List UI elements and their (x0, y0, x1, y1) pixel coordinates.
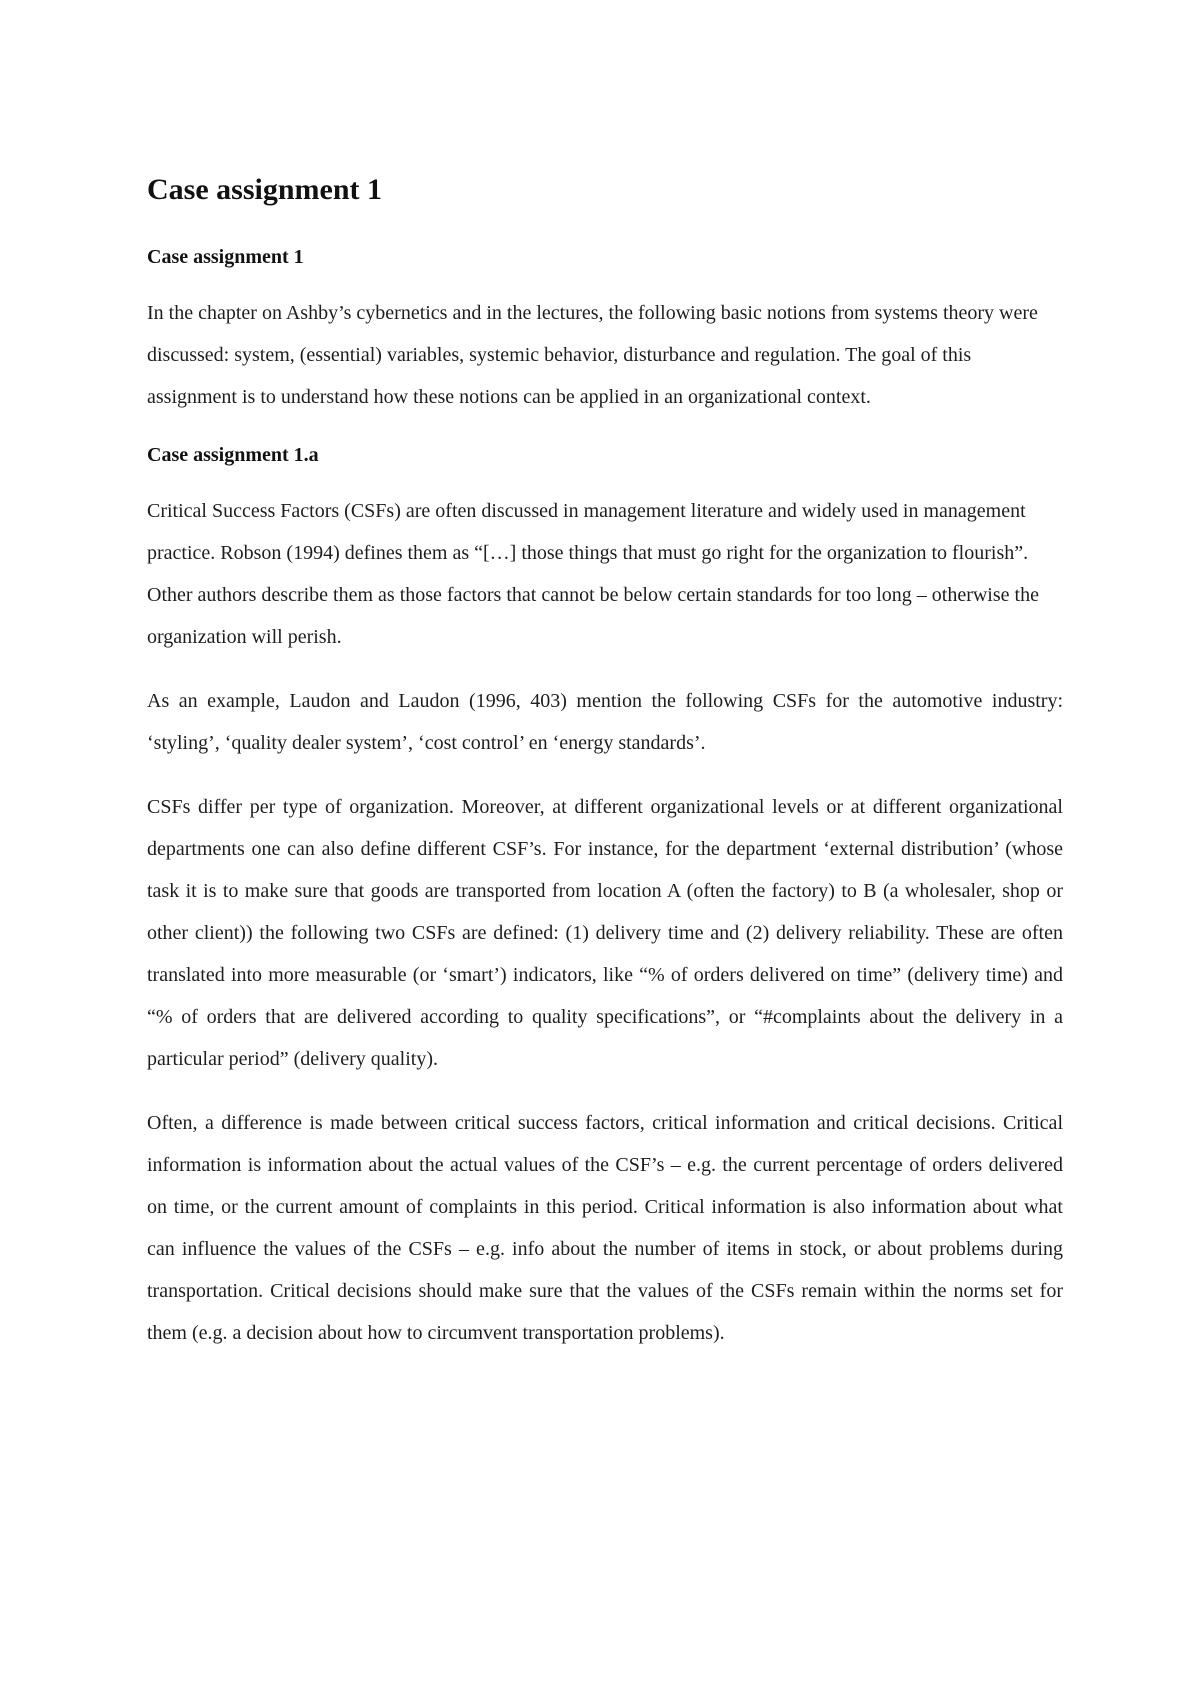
intro-paragraph: In the chapter on Ashby’s cybernetics and in the lectures, the following basic notions from systems theory were discussed: system, (essential) variables, systemic behavior, disturbance and regulation. The goal of this assignment is to understand how these notions can be applied in an organizational context. (147, 302, 1038, 408)
csf-organization-paragraph: CSFs differ per type of organization. Moreover, at different organizational levels or at different organizational departments one can also define different CSF’s. For instance, for the department ‘external distribution’ (whose task it is to make sure that goods are transported from location A (often the factory) to B (a wholesaler, shop or other client)) the following two CSFs are defined: (1) delivery time and (2) delivery reliability. These are often translated into more measurable (or ‘smart’) indicators, like “% of orders delivered on time” (delivery time) and “% of orders that are delivered according to quality specifications”, or “#complaints about the delivery in a particular period” (delivery quality). (147, 796, 1063, 1070)
document-body (147, 168, 1063, 1354)
critical-information-paragraph: Often, a difference is made between critical success factors, critical information and critical decisions. Critical information is information about the actual values of the CSF’s – e.g. the current percentage of orders delivered on time, or the current amount of complaints in this period. Critical information is also information about what can influence the values of the CSFs – e.g. info about the number of items in stock, or about problems during transportation. Critical decisions should make sure that the values of the CSFs remain within the norms set for them (e.g. a decision about how to circumvent transportation problems). (147, 1112, 1063, 1344)
section-heading-intro: Case assignment 1 (147, 246, 304, 268)
document-title: Case assignment 1 (147, 173, 383, 206)
section-heading-1a: Case assignment 1.a (147, 444, 319, 466)
csf-definition-paragraph: Critical Success Factors (CSFs) are often discussed in management literature and widely used in management practice. Robson (1994) defines them as “[…] those things that must go right for the organization to flourish”. Other authors describe them as those factors that cannot be below certain standards for too long – otherwise the organization will perish. (147, 500, 1039, 648)
csf-example-paragraph: As an example, Laudon and Laudon (1996, 403) mention the following CSFs for the automotive industry: ‘styling’, ‘quality dealer system’, ‘cost control’ en ‘energy standards’. (147, 690, 1063, 754)
